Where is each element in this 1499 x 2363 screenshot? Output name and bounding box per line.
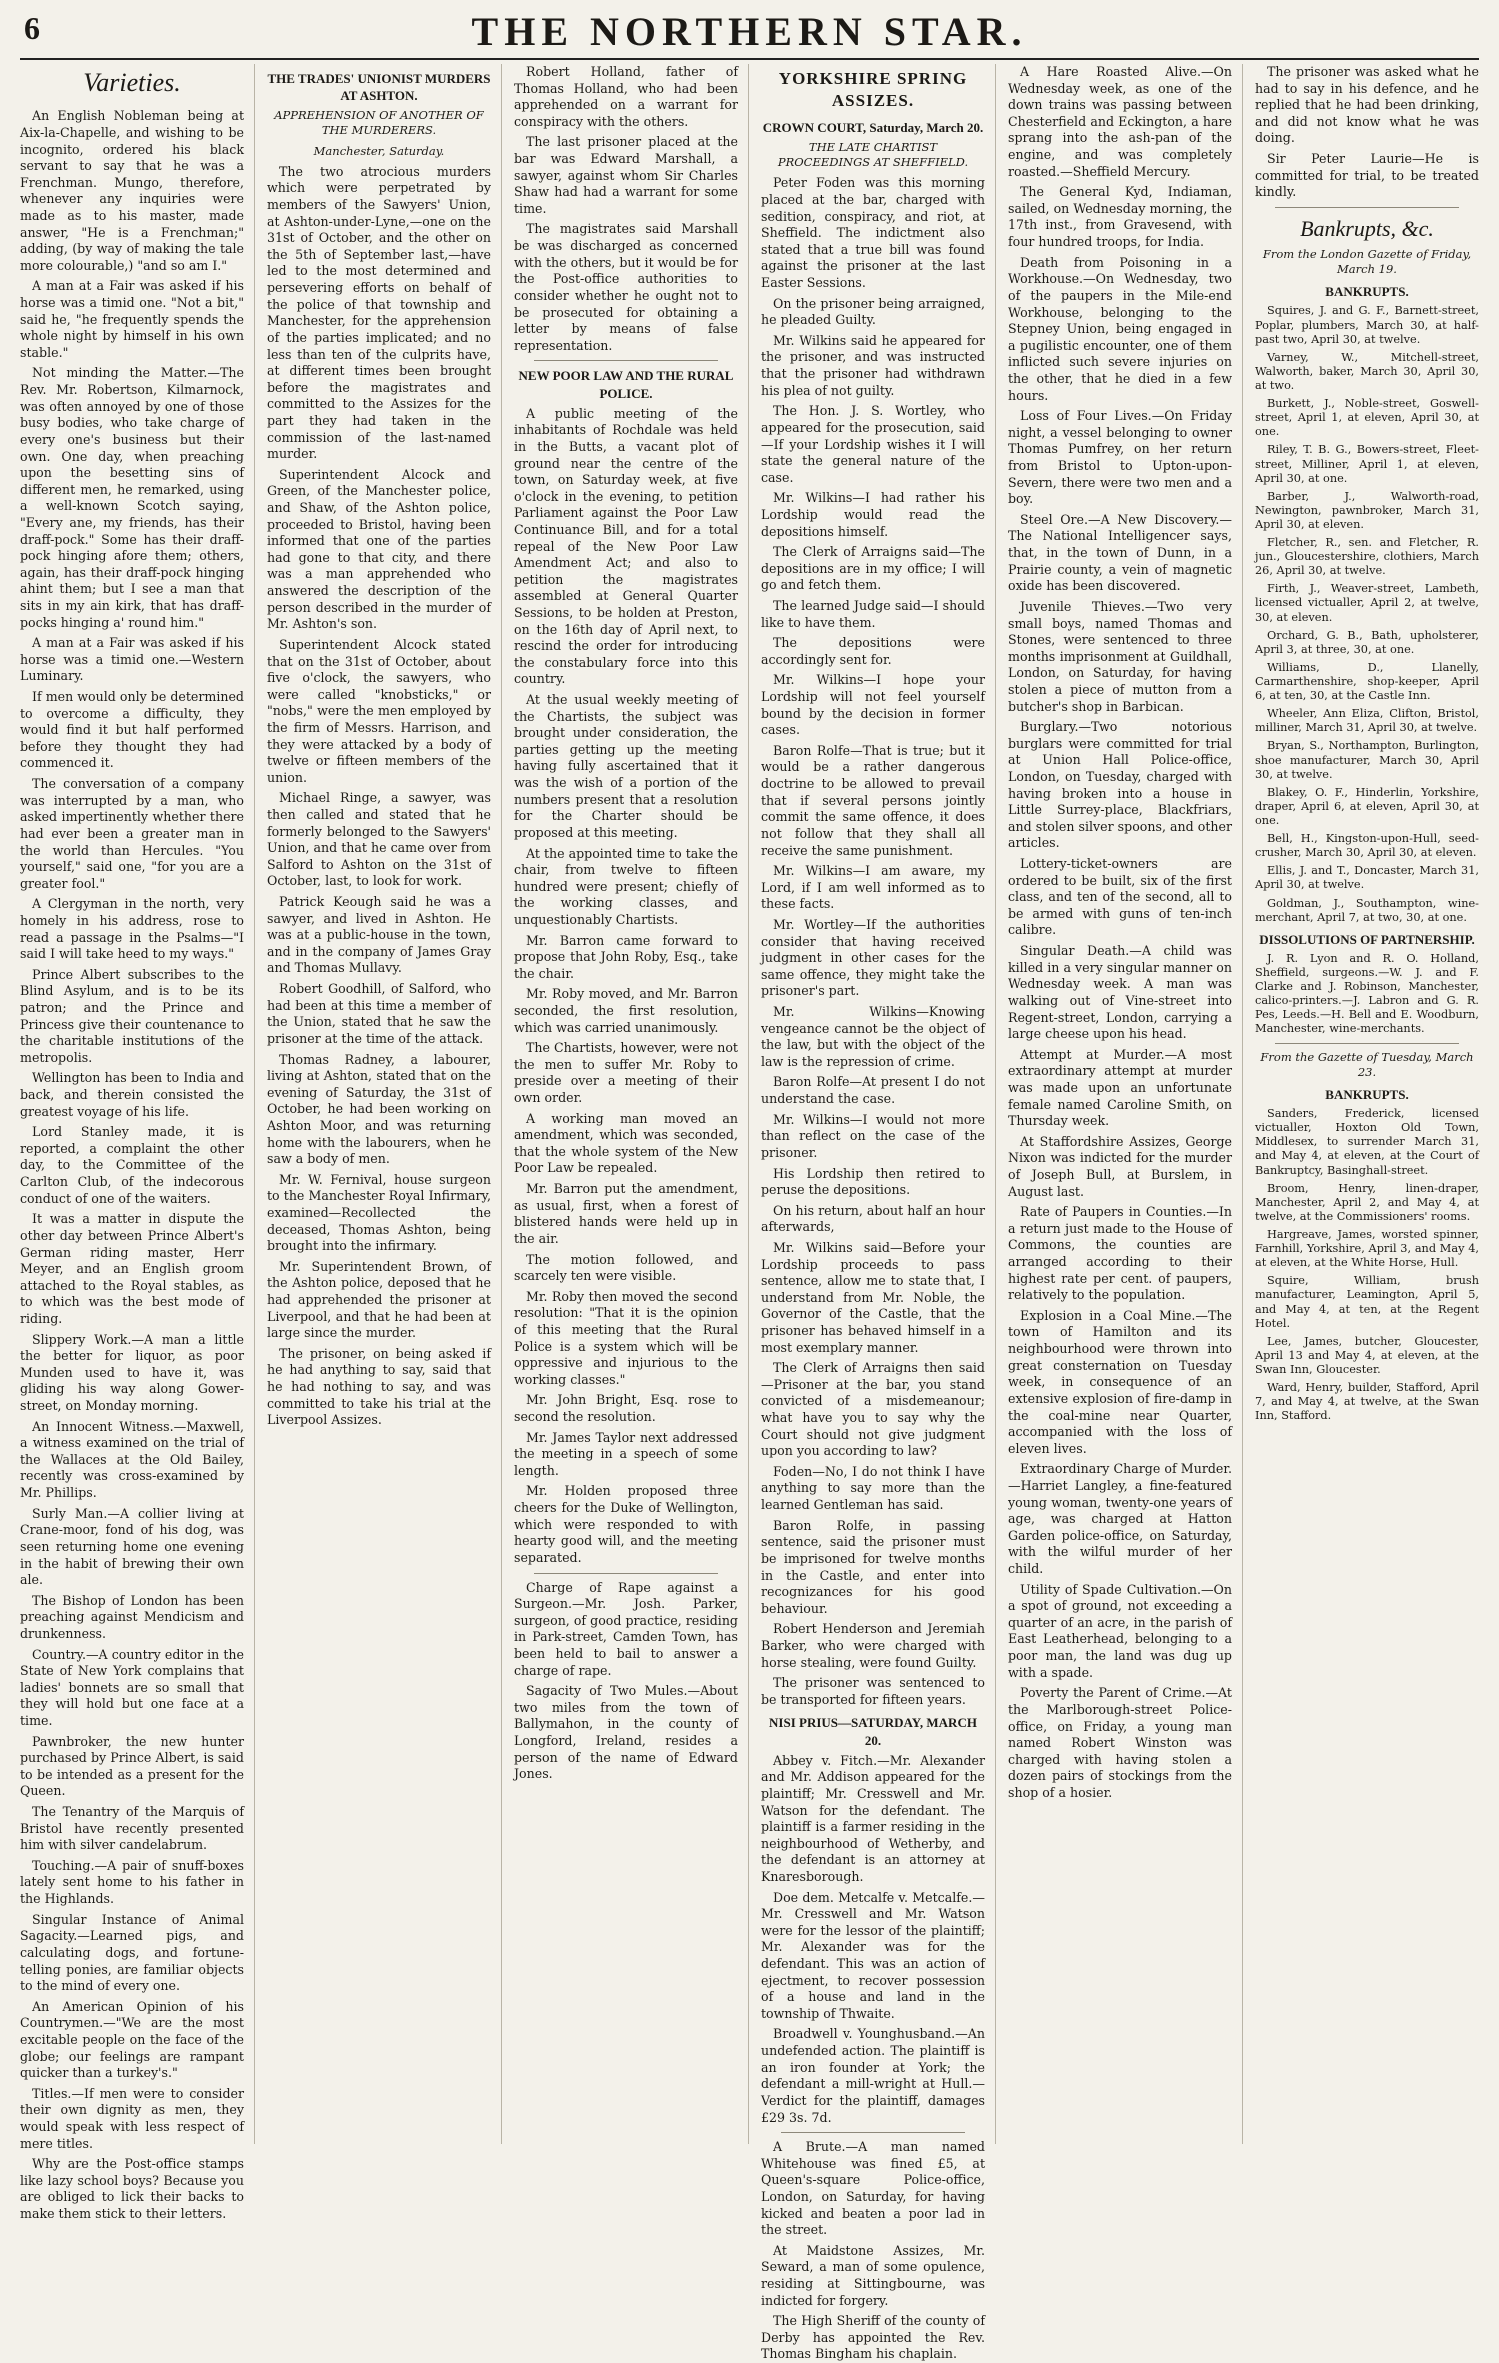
list-item: Blakey, O. F., Hinderlin, Yorkshire, draper, April 6, at eleven, April 30, at one.: [1255, 785, 1479, 828]
article-paragraph: The Chartists, however, were not the men to suffer Mr. Roby to preside over a meeting of their own order.: [514, 1040, 738, 1106]
article-paragraph: Baron Rolfe, in passing sentence, said the prisoner must be imprisoned for twelve months in the Castle, and enter into recognizances for his good behaviour.: [761, 1517, 985, 1616]
article-paragraph: Pawnbroker, the new hunter purchased by Prince Albert, is said to be intended as a present for the Queen.: [20, 1733, 244, 1799]
article-paragraph: Peter Foden was this morning placed at the bar, charged with sedition, conspiracy, and riot, at Sheffield. The indictment also stated that a true bill was found against the prisoner at the last Easter Sessions.: [761, 175, 985, 291]
list-item: Williams, D., Llanelly, Carmarthenshire, shop-keeper, April 6, at ten, 30, at the Castle Inn.: [1255, 660, 1479, 703]
article-paragraph: The learned Judge said—I should like to have them.: [761, 598, 985, 630]
list-item: Wheeler, Ann Eliza, Clifton, Bristol, milliner, March 31, April 30, at twelve.: [1255, 707, 1479, 735]
article-paragraph: The last prisoner placed at the bar was Edward Marshall, a sawyer, against whom Sir Charles Shaw had had a warrant for some time.: [514, 134, 738, 216]
article-paragraph: On the prisoner being arraigned, he pleaded Guilty.: [761, 295, 985, 328]
list-item: Varney, W., Mitchell-street, Walworth, baker, March 30, April 30, at two.: [1255, 350, 1479, 392]
article-paragraph: Mr. Wilkins—I am aware, my Lord, if I am well informed as to these facts.: [761, 863, 985, 912]
article-paragraph: Singular Death.—A child was killed in a very singular manner on Wednesday week. A man was walking out of Vine-street into Regent-street, London, carrying a large cheese upon his head.: [1008, 943, 1232, 1042]
article-subheading: APPREHENSION OF ANOTHER OF THE MURDERERS.: [274, 108, 484, 138]
article-paragraph: The magistrates said Marshall be was discharged as concerned with the others, but it would be for the Post-office authorities to consider whether he ought not to be prosecuted for obtaining a letter by means of false representation.: [514, 221, 738, 353]
article-paragraph: The Hon. J. S. Wortley, who appeared for the prosecution, said—If your Lordship wishes it I will state the general nature of the case.: [761, 403, 985, 485]
column-2: [267, 64, 502, 2144]
bankrupts-list: [1255, 304, 1479, 924]
article-paragraph: Lottery-ticket-owners are ordered to be built, six of the first class, and ten of the second, all to be armed with guns of ten-inch calibre.: [1008, 856, 1232, 938]
article-paragraph: The Clerk of Arraigns said—The depositions are in my office; I will go and fetch them.: [761, 544, 985, 593]
article-paragraph: Not minding the Matter.—The Rev. Mr. Robertson, Kilmarnock, was often annoyed by one of those busy bodies, who take charge of every one's business but their own. One day, when preaching upon the besetting sins of different men, he remarked, using a well-known Scotch saying, "Every ane, my friends, has their draff-pock." Some has their draff-pock hinging afore them; others, again, has their draff-pock hinging ahint them; but I see a man that sits in my ain kirk, that has draff-pocks hinging a' round him.": [20, 365, 244, 630]
article-paragraph: Mr. Holden proposed three cheers for the Duke of Wellington, which were responded to with hearty good will, and the meeting separated.: [514, 1483, 738, 1565]
article-paragraph: An American Opinion of his Countrymen.—"We are the most excitable people on the face of the globe; our feelings are rampant quicker than a turkey's.": [20, 1998, 244, 2081]
partnerships-text: J. R. Lyon and R. O. Holland, Sheffield, surgeons.—W. J. and F. Clarke and J. Robinson, Manchester, calico-printers.—J. Labron and G. R. Pes, Leeds.—H. Bell and E. Woodburn, Manchester, wine-merchants.: [1255, 951, 1479, 1036]
article-paragraph: Mr. Wilkins—Knowing vengeance cannot be the object of the law, but with the object of the law is the repression of crime.: [761, 1004, 985, 1069]
article-paragraph: Baron Rolfe—That is true; but it would be a rather dangerous doctrine to be allowed to prevail that if several persons jointly commit the same offence, it does not follow that they shall all receive the same punishment.: [761, 742, 985, 858]
list-item: Sanders, Frederick, licensed victualler, Hoxton Old Town, Middlesex, to surrender March 31, and May 4, at eleven, at the Court of Bankruptcy, Basinghall-street.: [1255, 1107, 1479, 1177]
list-item: Ward, Henry, builder, Stafford, April 7, and May 4, at twelve, at the Swan Inn, Stafford.: [1255, 1381, 1479, 1423]
column-3: [514, 64, 749, 2144]
nisi-prius-heading: NISI PRIUS—SATURDAY, MARCH 20.: [769, 1715, 977, 1748]
article-paragraph: Why are the Post-office stamps like lazy school boys? Because you are obliged to lick their backs to make them stick to their letters.: [20, 2156, 244, 2222]
article-paragraph: Lord Stanley made, it is reported, a complaint the other day, to the Committee of the Carlton Club, of the indecorous conduct of one of the waiters.: [20, 1124, 244, 1206]
column-5: [1008, 64, 1243, 2144]
article-paragraph: The Bishop of London has been preaching against Mendicism and drunkenness.: [20, 1592, 244, 1641]
article-paragraph: Steel Ore.—A New Discovery.—The National Intelligencer says, that, in the town of Dunn, in a Prairie county, a vein of magnetic oxide has been discovered.: [1008, 511, 1232, 594]
article-paragraph: Robert Goodhill, of Salford, who had been at this time a member of the Union, stated that he saw the prisoner at the time of the attack.: [267, 981, 491, 1046]
tuesday-bankrupts-label: BANKRUPTS.: [1325, 1086, 1409, 1102]
article-paragraph: Extraordinary Charge of Murder.—Harriet Langley, a fine-featured young woman, twenty-one years of age, was charged at Hatton Garden police-office, on Saturday, with the wilful murder of her child.: [1008, 1461, 1232, 1577]
article-paragraph: The High Sheriff of the county of Derby has appointed the Rev. Thomas Bingham his chaplain.: [761, 2313, 985, 2362]
article-paragraph: Mr. Wilkins said—Before your Lordship proceeds to pass sentence, allow me to state that, I understand from Mr. Noble, the Governor of the Castle, that the prisoner has behaved himself in a most exemplary manner.: [761, 1239, 985, 1355]
article-paragraph: His Lordship then retired to peruse the depositions.: [761, 1165, 985, 1198]
article-paragraph: Sagacity of Two Mules.—About two miles from the town of Ballymahon, in the county of Longford, Ireland, resides a person of the name of Edward Jones.: [514, 1683, 738, 1782]
article-paragraph: It was a matter in dispute the other day between Prince Albert's German riding master, Herr Meyer, and an English groom attached to the Royal stables, as to which was the best mode of riding.: [20, 1211, 244, 1326]
list-item: Ellis, J. and T., Doncaster, March 31, April 30, at twelve.: [1255, 864, 1479, 892]
article-paragraph: Thomas Radney, a labourer, living at Ashton, stated that on the evening of Saturday, the 31st of October, he had been working on Ashton Moor, and was returning home with the labourers, when he saw a body of men.: [267, 1051, 491, 1167]
article-paragraph: Broadwell v. Younghusband.—An undefended action. The plaintiff is an iron founder at York; the defendant a mill-wright at Hull.—Verdict for the plaintiff, damages £29 3s. 7d.: [761, 2026, 985, 2125]
divider: [1275, 207, 1459, 208]
article-paragraph: Country.—A country editor in the State of New York complains that ladies' bonnets are so small that they will hold but one face at a time.: [20, 1646, 244, 1728]
divider: [1275, 1043, 1459, 1044]
article-heading: NEW POOR LAW AND THE RURAL POLICE.: [518, 368, 734, 401]
list-item: Orchard, G. B., Bath, upholsterer, April 3, at three, 30, at one.: [1255, 628, 1479, 656]
article-paragraph: Utility of Spade Cultivation.—On a spot of ground, not exceeding a quarter of an acre, in the parish of East Leatherhead, belonging to a poor man, the land was dug up with a spade.: [1008, 1581, 1232, 1680]
article-paragraph: Mr. Wilkins said he appeared for the prisoner, and was instructed that the prisoner had withdrawn his plea of not guilty.: [761, 332, 985, 398]
article-paragraph: Mr. Wortley—If the authorities consider that having received judgment in other cases for the same offence, they might take the prisoner's part.: [761, 916, 985, 999]
divider: [781, 2132, 965, 2133]
article-paragraph: At Maidstone Assizes, Mr. Seward, a man of some opulence, residing at Sittingbourne, was indicted for forgery.: [761, 2242, 985, 2308]
article-paragraph: Touching.—A pair of snuff-boxes lately sent home to his father in the Highlands.: [20, 1857, 244, 1907]
masthead: [20, 8, 1479, 60]
list-item: Squire, William, brush manufacturer, Leamington, April 5, and May 4, at ten, at the Regent Hotel.: [1255, 1274, 1479, 1330]
article-paragraph: If men would only be determined to overcome a difficulty, they would find it but half performed before they thought they had commenced it.: [20, 689, 244, 771]
gazette-friday-heading: From the London Gazette of Friday, March 19.: [1262, 246, 1472, 277]
article-paragraph: A public meeting of the inhabitants of Rochdale was held in the Butts, a vacant plot of ground near the centre of the town, on Saturday week, at five o'clock in the evening, to petition Parliament against the Poor Law Continuance Bill, and for a total repeal of the New Poor Law Amendment Act; and also to petition the magistrates assembled at General Quarter Sessions, to be holden at Preston, on the 16th day of April next, to rescind the order for introducing the constabulary force into this country.: [514, 405, 738, 687]
article-paragraph: Robert Holland, father of Thomas Holland, who had been apprehended on a warrant for conspiracy with the others.: [514, 64, 738, 129]
trial-heading: THE LATE CHARTIST PROCEEDINGS AT SHEFFIELD.: [777, 140, 969, 170]
list-item: Barber, J., Walworth-road, Newington, pawnbroker, March 31, April 30, at eleven.: [1255, 489, 1479, 531]
article-paragraph: Mr. John Bright, Esq. rose to second the resolution.: [514, 1392, 738, 1425]
article-paragraph: An English Nobleman being at Aix-la-Chapelle, and wishing to be incognito, ordered his black servant to say that he was a Frenchman. Mungo, therefore, whenever any inquiries were made as to his master, made answer, "He is a Frenchman;" adding, (by way of making the tale more colourable,) "and so am I.": [20, 108, 244, 273]
article-paragraph: The prisoner, on being asked if he had anything to say, said that he had nothing to say, and was committed to take his trial at the Liverpool Assizes.: [267, 1345, 491, 1428]
column-6: [1255, 64, 1479, 2144]
article-paragraph: Surly Man.—A collier living at Crane-moor, fond of his dog, was seen returning home one evening in the habit of brewing their own ale.: [20, 1505, 244, 1588]
article-paragraph: The Clerk of Arraigns then said—Prisoner at the bar, you stand convicted of a misdemeanour; what have you to say why the Court should not give judgment upon you according to law?: [761, 1360, 985, 1459]
article-paragraph: Attempt at Murder.—A most extraordinary attempt at murder was made upon an unfortunate female named Caroline Smith, on Thursday week.: [1008, 1046, 1232, 1129]
article-paragraph: A man at a Fair was asked if his horse was a timid one. "Not a bit," said he, "he frequently spends the whole night by himself in his own stable.": [20, 278, 244, 360]
article-paragraph: Mr. Superintendent Brown, of the Ashton police, deposed that he had apprehended the prisoner at Liverpool, and that he had been at large since the murder.: [267, 1258, 491, 1341]
list-item: Fletcher, R., sen. and Fletcher, R. jun., Gloucestershire, clothiers, March 26, April 30, at twelve.: [1255, 536, 1479, 578]
article-paragraph: An Innocent Witness.—Maxwell, a witness examined on the trial of the Wallaces at the Old Bailey, recently was cross-examined by Mr. Phillips.: [20, 1418, 244, 1501]
court-heading: CROWN COURT, Saturday, March 20.: [762, 119, 984, 135]
article-paragraph: At Staffordshire Assizes, George Nixon was indicted for the murder of Joseph Bull, at Burslem, in August last.: [1008, 1133, 1232, 1199]
column-4: [761, 64, 996, 2362]
article-paragraph: Wellington has been to India and back, and therein consisted the greatest voyage of his life.: [20, 1070, 244, 1119]
list-item: Lee, James, butcher, Gloucester, April 13 and May 4, at eleven, at the Swan Inn, Gloucester.: [1255, 1334, 1479, 1376]
list-item: Goldman, J., Southampton, wine-merchant, April 7, at two, 30, at one.: [1255, 896, 1479, 924]
article-paragraph: Slippery Work.—A man a little the better for liquor, as poor Munden used to have it, was gliding his way along Gower-street, on Monday morning.: [20, 1331, 244, 1414]
list-item: Squires, J. and G. F., Barnett-street, Poplar, plumbers, March 30, at half-past two, April 30, at twelve.: [1255, 304, 1479, 346]
article-paragraph: Juvenile Thieves.—Two very small boys, named Thomas and Stones, were sentenced to three months imprisonment at Guildhall, London, on Saturday, for having stolen a piece of mutton from a butcher's shop in Barbican.: [1008, 598, 1232, 714]
newspaper-title: THE NORTHERN STAR.: [471, 9, 1028, 54]
article-paragraph: The Tenantry of the Marquis of Bristol have recently presented him with silver candelabrum.: [20, 1804, 244, 1853]
article-paragraph: Mr. James Taylor next addressed the meeting in a speech of some length.: [514, 1429, 738, 1478]
list-item: Hargreave, James, worsted spinner, Farnhill, Yorkshire, April 3, and May 4, at eleven, at the White Horse, Hull.: [1255, 1227, 1479, 1270]
article-paragraph: At the usual weekly meeting of the Chartists, the subject was brought under consideration, the parties getting up the meeting having fully ascertained that it was the wish of a portion of the numbers present that a resolution for the Charter should be proposed at this meeting.: [514, 692, 738, 840]
page-number: 6: [24, 10, 40, 46]
list-item: Bryan, S., Northampton, Burlington, shoe manufacturer, March 30, April 30, at twelve.: [1255, 739, 1479, 781]
article-paragraph: Superintendent Alcock stated that on the 31st of October, about five o'clock, the sawyers, who were called "knobsticks," or "nobs," were the men employed by the firm of Messrs. Harrison, and they were attacked by a body of twelve or fifteen members of the union.: [267, 636, 491, 785]
article-paragraph: Michael Ringe, a sawyer, was then called and stated that he formerly belonged to the Sawyers' Union, and that he came over from Salford to Ashton on the 31st of October, last, to look for work.: [267, 790, 491, 889]
article-paragraph: Sir Peter Laurie—He is committed for trial, to be treated kindly.: [1255, 151, 1479, 200]
article-paragraph: The conversation of a company was interrupted by a man, who asked impertinently whether there had ever been a greater man in the world than Hercules. "You yourself," said one, "for you are a greater fool.": [20, 776, 244, 891]
article-paragraph: Singular Instance of Animal Sagacity.—Learned pigs, and calculating dogs, and fortune-telling ponies, are familiar objects to the mind of every one.: [20, 1911, 244, 1994]
partnerships-label: DISSOLUTIONS OF PARTNERSHIP.: [1259, 931, 1475, 947]
article-paragraph: Foden—No, I do not think I have anything to say more than the learned Gentleman has said.: [761, 1463, 985, 1513]
article-paragraph: Superintendent Alcock and Green, of the Manchester police, and Shaw, of the Ashton police, proceeded to Bristol, having been informed that one of the parties had gone to that city, and there was a man apprehended who answered the description of the person described in the murder of Mr. Ashton's son.: [267, 466, 491, 632]
article-paragraph: A Brute.—A man named Whitehouse was fined £5, at Queen's-square Police-office, London, on Saturday, for having kicked and beaten a poor lad in the street.: [761, 2139, 985, 2238]
article-paragraph: The General Kyd, Indiaman, sailed, on Wednesday morning, the 17th inst., from Gravesend, with four hundred troops, for India.: [1008, 184, 1232, 250]
varieties-heading: Varieties.: [83, 68, 181, 97]
article-paragraph: Mr. Wilkins—I would not more than reflect on the case of the prisoner.: [761, 1111, 985, 1160]
tuesday-bankrupts-list: [1255, 1107, 1479, 1423]
list-item: Burkett, J., Noble-street, Goswell-street, April 1, at eleven, April 30, at one.: [1255, 397, 1479, 439]
list-item: Riley, T. B. G., Bowers-street, Fleet-street, Milliner, April 1, at eleven, April 30, at one.: [1255, 443, 1479, 485]
article-paragraph: A Clergyman in the north, very homely in his address, rose to read a passage in the Psalms—"I said I will take heed to my ways.": [20, 896, 244, 962]
article-paragraph: Mr. W. Fernival, house surgeon to the Manchester Royal Infirmary, examined—Recollected the deceased, Thomas Ashton, being brought into the infirmary.: [267, 1171, 491, 1254]
article-paragraph: The motion followed, and scarcely ten were visible.: [514, 1251, 738, 1284]
article-paragraph: Mr. Wilkins—I hope your Lordship will not feel yourself bound by the decision in former cases.: [761, 672, 985, 738]
list-item: Bell, H., Kingston-upon-Hull, seed-crusher, March 30, April 30, at eleven.: [1255, 832, 1479, 860]
article-paragraph: At the appointed time to take the chair, from twelve to fifteen hundred were present; chiefly of the working classes, and unquestionably Chartists.: [514, 845, 738, 927]
article-paragraph: The two atrocious murders which were perpetrated by members of the Sawyers' Union, at Ashton-under-Lyne,—one on the 31st of October, and the other on the 5th of September last,—have led to the most determined and persevering efforts on behalf of the police of that township and Manchester, for the apprehension of the parties implicated; and no less than ten of the culprits have, at different times been brought before the magistrates and committed to the Assizes for the part they had taken in the commission of the last-named murder.: [267, 163, 491, 462]
article-paragraph: Charge of Rape against a Surgeon.—Mr. Josh. Parker, surgeon, of good practice, residing in Park-street, Camden Town, has been held to bail to answer a charge of rape.: [514, 1579, 738, 1678]
article-paragraph: The prisoner was sentenced to be transported for fifteen years.: [761, 1675, 985, 1707]
article-heading: THE TRADES' UNIONIST MURDERS AT ASHTON.: [267, 71, 491, 104]
varieties-list: [20, 108, 244, 2222]
article-paragraph: Explosion in a Coal Mine.—The town of Hamilton and its neighbourhood were thrown into great consternation on Tuesday week, in consequence of an extensive explosion of fire-damp in the coal-mine near Quarter, accompanied with the loss of eleven lives.: [1008, 1307, 1232, 1456]
article-paragraph: The depositions were accordingly sent for.: [761, 635, 985, 667]
article-paragraph: Mr. Wilkins—I had rather his Lordship would read the depositions himself.: [761, 490, 985, 539]
list-item: Broom, Henry, linen-draper, Manchester, April 2, and May 4, at twelve, at the Commissioners' rooms.: [1255, 1181, 1479, 1223]
article-paragraph: Loss of Four Lives.—On Friday night, a vessel belonging to owner Thomas Pumfrey, on her return from Bristol to Upton-upon-Severn, there were two men and a boy.: [1008, 408, 1232, 507]
article-paragraph: Death from Poisoning in a Workhouse.—On Wednesday, two of the paupers in the Mile-end Workhouse, belonging to the Stepney Union, being engaged in a pugilistic encounter, one of them inflicted such severe injuries on the other, that he died in a few hours.: [1008, 254, 1232, 403]
article-paragraph: Prince Albert subscribes to the Blind Asylum, and is to be its patron; and the Prince and Princess give their countenance to the charitable institutions of the metropolis.: [20, 966, 244, 1065]
column-1: [20, 64, 255, 2222]
article-paragraph: Burglary.—Two notorious burglars were committed for trial at Union Hall Police-office, London, on Tuesday, charged with having broken into a house in Little Surrey-place, Blackfriars, and stolen silver spoons, and other articles.: [1008, 719, 1232, 851]
article-paragraph: Patrick Keough said he was a sawyer, and lived in Ashton. He was at a public-house in the town, and in the company of James Gray and Thomas Mullavy.: [267, 894, 491, 976]
article-paragraph: On his return, about half an hour afterwards,: [761, 1202, 985, 1235]
gazette-tuesday-heading: From the Gazette of Tuesday, March 23.: [1260, 1049, 1474, 1079]
article-paragraph: A man at a Fair was asked if his horse was a timid one.—Western Luminary.: [20, 635, 244, 684]
article-paragraph: Rate of Paupers in Counties.—In a return just made to the House of Commons, the counties are arranged according to their highest rate per cent. of paupers, relatively to the population.: [1008, 1204, 1232, 1303]
article-paragraph: Titles.—If men were to consider their own dignity as men, they would speak with less respect of mere titles.: [20, 2085, 244, 2151]
article-paragraph: Poverty the Parent of Crime.—At the Marlborough-street Police-office, on Friday, a young man named Robert Winston was charged with having stolen a dozen pairs of stockings from the shop of a hosier.: [1008, 1685, 1232, 1800]
article-heading: YORKSHIRE SPRING ASSIZES.: [778, 69, 968, 111]
columns: [20, 64, 1479, 2362]
divider: [534, 1573, 718, 1574]
article-paragraph: Robert Henderson and Jeremiah Barker, who were charged with horse stealing, were found Guilty.: [761, 1621, 985, 1670]
list-item: Firth, J., Weaver-street, Lambeth, licensed victualler, April 2, at twelve, 30, at eleven.: [1255, 582, 1479, 624]
article-paragraph: Abbey v. Fitch.—Mr. Alexander and Mr. Addison appeared for the plaintiff; Mr. Cresswell and Mr. Watson for the defendant. The plaintiff is a farmer residing in the neighbourhood of Wetherby, and the defendant is an attorney at Knaresborough.: [761, 1752, 985, 1884]
article-dateline: Manchester, Saturday.: [313, 143, 445, 158]
article-paragraph: A working man moved an amendment, which was seconded, that the whole system of the New Poor Law be repealed.: [514, 1110, 738, 1176]
divider: [534, 360, 718, 361]
article-paragraph: A Hare Roasted Alive.—On Wednesday week, as one of the down trains was passing between Chesterfield and Eckington, a hare sprang into the ash-pan of the engine, and was completely roasted.—Sheffield Mercury.: [1008, 64, 1232, 179]
article-paragraph: The prisoner was asked what he had to say in his defence, and he replied that he had been drinking, and did not know what he was doing.: [1255, 64, 1479, 146]
article-paragraph: Mr. Barron put the amendment, as usual, first, when a forest of blistered hands were held up in the air.: [514, 1181, 738, 1246]
article-paragraph: Mr. Roby moved, and Mr. Barron seconded, the first resolution, which was carried unanimously.: [514, 986, 738, 1035]
article-paragraph: Mr. Barron came forward to propose that John Roby, Esq., take the chair.: [514, 932, 738, 981]
article-paragraph: Mr. Roby then moved the second resolution: "That it is the opinion of this meeting that the Rural Police is a system which will be oppressive and injurious to the working classes.": [514, 1288, 738, 1387]
article-paragraph: Baron Rolfe—At present I do not understand the case.: [761, 1074, 985, 1107]
bankrupts-label: BANKRUPTS.: [1325, 284, 1409, 300]
bankrupts-heading: Bankrupts, &c.: [1300, 215, 1434, 241]
article-paragraph: Doe dem. Metcalfe v. Metcalfe.—Mr. Cresswell and Mr. Watson were for the lessor of the plaintiff; Mr. Alexander was for the defendant. This was an action of ejectment, to recover possession of a house and land in the township of Thwaite.: [761, 1889, 985, 2021]
